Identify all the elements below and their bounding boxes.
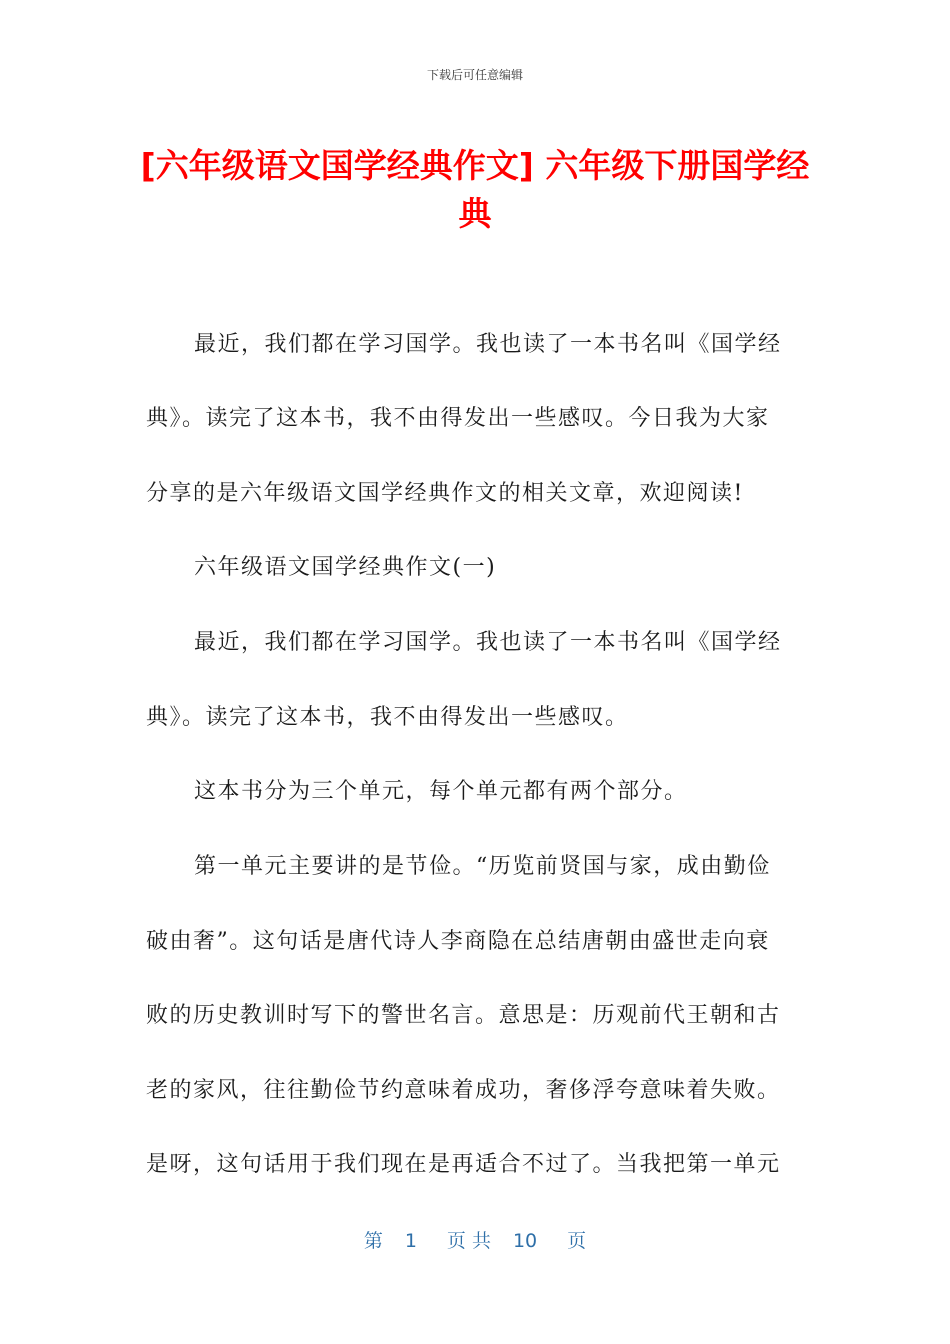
current-page-number: 1: [404, 1230, 417, 1252]
body-line: 败的历史教训时写下的警世名言。意思是：历观前代王朝和古: [146, 1003, 781, 1028]
body-line: 最近，我们都在学习国学。我也读了一本书名叫《国学经: [194, 630, 782, 655]
body-line: 典》。读完了这本书，我不由得发出一些感叹。: [146, 705, 629, 730]
body-line: 第一单元主要讲的是节俭。“历览前贤国与家，成由勤俭: [194, 854, 771, 879]
body-line: 最近，我们都在学习国学。我也读了一本书名叫《国学经: [194, 332, 782, 357]
footer-label-of: 页 共: [446, 1230, 491, 1252]
section-heading: 六年级语文国学经典作文(一): [194, 555, 497, 580]
total-pages-number: 10: [512, 1230, 538, 1252]
page-footer: [0, 1226, 950, 1253]
body-line: 是呀，这句话用于我们现在是再适合不过了。当我把第一单元: [146, 1152, 781, 1177]
page-header-note: 下载后可任意编辑: [426, 68, 523, 82]
footer-label-pages: 页: [567, 1230, 587, 1252]
document-title: [六年级语文国学经典作文] 六年级下册国学经典: [140, 146, 810, 233]
footer-label-page: 第: [363, 1230, 383, 1252]
body-line: 典》。读完了这本书，我不由得发出一些感叹。今日我为大家: [146, 406, 770, 431]
body-line: 老的家风，往往勤俭节约意味着成功，奢侈浮夸意味着失败。: [146, 1078, 781, 1103]
body-line: 分享的是六年级语文国学经典作文的相关文章，欢迎阅读!: [146, 481, 744, 506]
body-line: 这本书分为三个单元，每个单元都有两个部分。: [194, 779, 688, 804]
body-line: 破由奢”。这句话是唐代诗人李商隐在总结唐朝由盛世走向衰: [146, 929, 770, 954]
